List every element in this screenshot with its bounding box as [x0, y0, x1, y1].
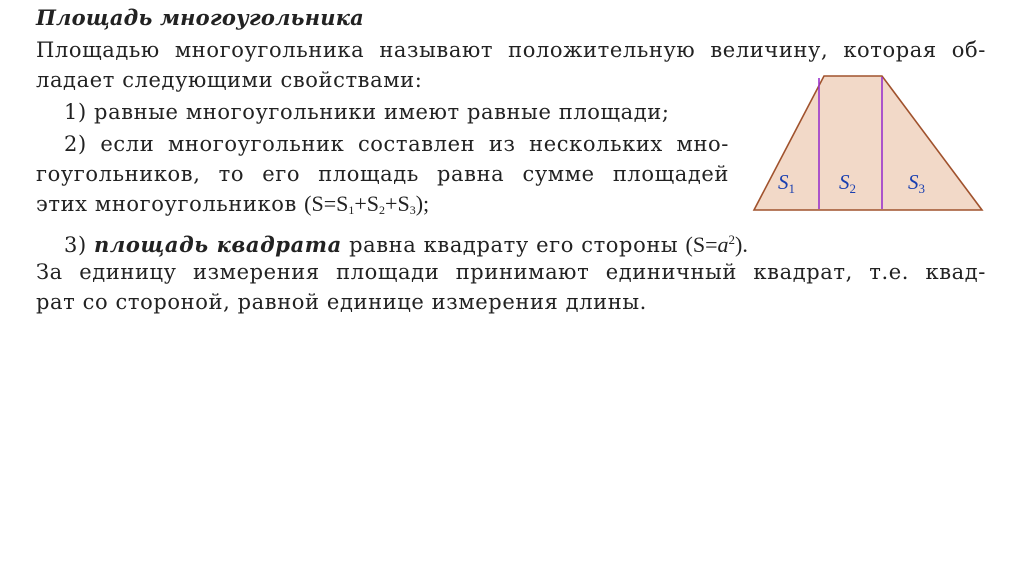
region-label-s3: S3	[908, 170, 925, 196]
side-variable: a	[717, 232, 729, 257]
page-title: Площадь многоугольника	[36, 5, 364, 30]
property-3	[64, 226, 748, 259]
unit-line-1: За единицу измерения площади принимают единичный квадрат, т.е. квад-	[36, 260, 986, 284]
property-1: 1) равные многоугольники имеют равные площади;	[64, 100, 670, 124]
unit-line-2: рат со стороной, равной единице измерения длины.	[36, 290, 647, 314]
sum-formula: $(S=S_1+S_2+S_3)$;	[304, 191, 430, 217]
property-2-line-2: гоугольников, то его площадь равна сумме площадей	[36, 162, 729, 186]
square-area-formula: $(S=a^2)$.	[685, 232, 748, 257]
property-3-bold: площадь квадрата	[94, 232, 342, 257]
region-label-s1: S1	[778, 170, 795, 196]
trapezoid-figure	[748, 70, 988, 216]
definition-line-1: Площадью многоугольника называют положительную величину, которая об-	[36, 38, 986, 62]
definition-line-2: ладает следующими свойствами:	[36, 68, 423, 92]
property-3-number: 3)	[64, 233, 95, 257]
region-label-s2: S2	[839, 170, 856, 196]
property-2-line-1: 2) если многоугольник составлен из нескольких мно-	[64, 132, 729, 156]
property-2-text: этих многоугольников	[36, 192, 297, 216]
property-2-line-3	[36, 190, 429, 224]
property-3-text: равна квадрату его стороны	[341, 233, 686, 257]
